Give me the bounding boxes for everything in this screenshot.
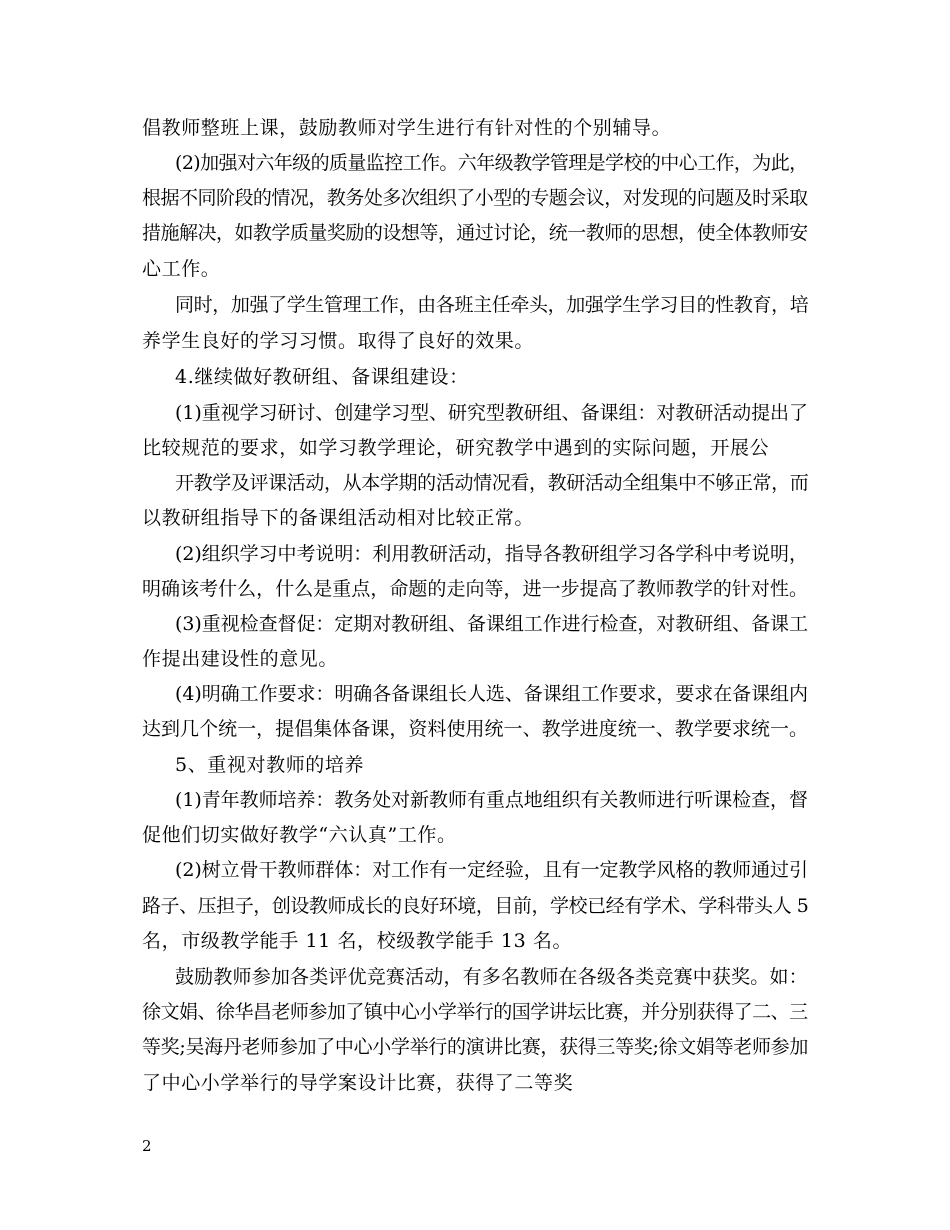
text-line: 4.继续做好教研组、备课组建设：	[175, 366, 469, 388]
text-line: (2)加强对六年级的质量监控工作。六年级教学管理是学校的中心工作，为此，	[175, 152, 808, 174]
text-line: 开教学及评课活动，从本学期的活动情况看，教研活动全组集中不够正常，而	[175, 472, 809, 494]
text-line: 明确该考什么，什么是重点，命题的走向等，进一步提高了教师教学的针对性。	[142, 578, 809, 600]
text-line: (2)树立骨干教师群体：对工作有一定经验，且有一定教学风格的教师通过引	[175, 859, 808, 881]
text-line: 比较规范的要求，如学习教学理论，研究教学中遇到的实际问题，开展公	[142, 437, 770, 459]
page-number: 2	[142, 1137, 152, 1155]
text-line: 徐文娟、徐华昌老师参加了镇中心小学举行的国学讲坛比赛，并分别获得了二、三	[142, 1001, 808, 1023]
text-line: 鼓励教师参加各类评优竞赛活动，有多名教师在各级各类竞赛中获奖。如：	[175, 966, 808, 988]
text-line: 以教研组指导下的备课组活动相对比较正常。	[142, 507, 535, 529]
text-line: (4)明确工作要求：明确各备课组长人选、备课组工作要求，要求在备课组内	[175, 683, 808, 705]
text-line: 路子、压担子，创设教师成长的良好环境，目前，学校已经有学术、学科带头人 5	[142, 895, 809, 917]
text-line: 等奖;吴海丹老师参加了中心小学举行的演讲比赛，获得三等奖;徐文娟等老师参加	[142, 1036, 809, 1058]
text-line: 达到几个统一，提倡集体备课，资料使用统一、教学进度统一、教学要求统一。	[142, 718, 809, 740]
text-line: 措施解决，如教学质量奖励的设想等，通过讨论，统一教师的思想，使全体教师安	[142, 222, 808, 244]
text-line: 根据不同阶段的情况，教务处多次组织了小型的专题会议，对发现的问题及时采取	[142, 187, 808, 209]
text-line: (1)重视学习研讨、创建学习型、研究型教研组、备课组：对教研活动提出了	[175, 402, 808, 424]
text-line: 心工作。	[142, 258, 221, 280]
text-line: 作提出建设性的意见。	[142, 648, 339, 670]
text-line: 倡教师整班上课，鼓励教师对学生进行有针对性的个别辅导。	[142, 117, 672, 139]
text-line: 名，市级教学能手 11 名，校级教学能手 13 名。	[142, 930, 573, 952]
text-line: (3)重视检查督促：定期对教研组、备课组工作进行检查，对教研组、备课工	[175, 613, 808, 635]
text-line: (1)青年教师培养：教务处对新教师有重点地组织有关教师进行听课检查，督	[175, 789, 808, 811]
text-line: (2)组织学习中考说明：利用教研活动，指导各教研组学习各学科中考说明，	[175, 543, 808, 565]
text-line: 了中心小学举行的导学案设计比赛，获得了二等奖	[142, 1072, 574, 1094]
text-line: 促他们切实做好教学“六认真”工作。	[142, 824, 457, 846]
text-line: 养学生良好的学习习惯。取得了良好的效果。	[142, 330, 535, 352]
text-line: 同时，加强了学生管理工作，由各班主任牵头，加强学生学习目的性教育，培	[175, 294, 809, 316]
text-line: 5、重视对教师的培养	[175, 754, 365, 776]
